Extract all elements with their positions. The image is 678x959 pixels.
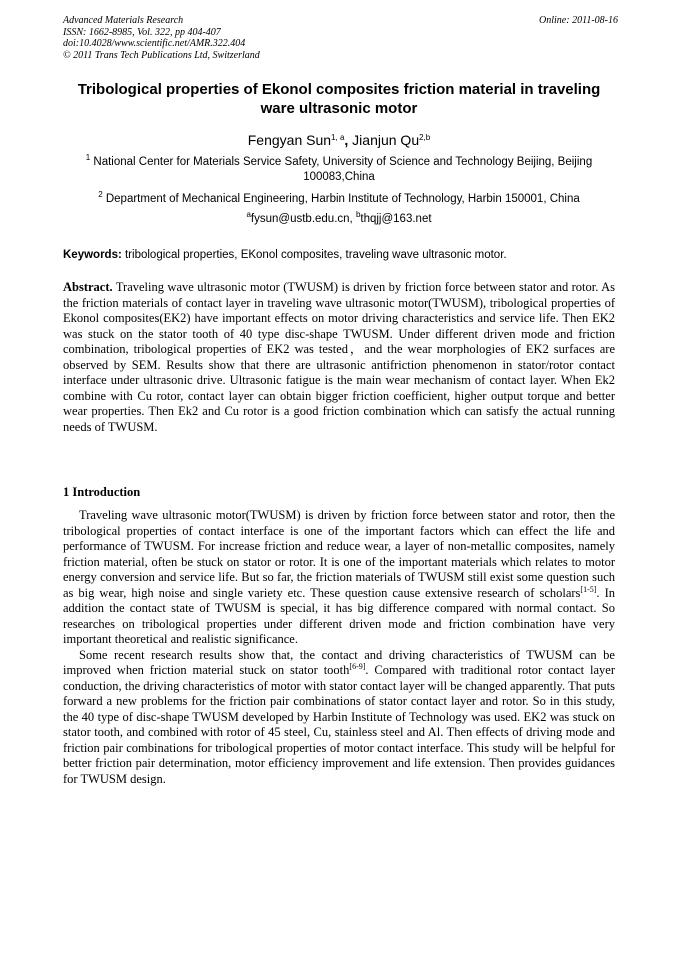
- keywords: [63, 248, 615, 263]
- introduction-paragraph-1: [63, 508, 615, 648]
- email-b: thqjj@163.net: [360, 213, 432, 225]
- affiliation-1-text: National Center for Materials Service Safety, University of Science and Technology Beijing, Beijing 100083,China: [90, 156, 593, 183]
- author-emails: [63, 212, 615, 227]
- keywords-text: tribological properties, EKonol composites, traveling wave ultrasonic motor.: [121, 249, 507, 261]
- journal-header: [63, 15, 618, 61]
- citation-1-5: [1-5]: [580, 584, 597, 594]
- author-1-affiliation-mark: 1, a: [331, 133, 345, 142]
- affiliation-1-mark: 1: [85, 153, 91, 162]
- introduction-paragraph-2: [63, 648, 615, 788]
- journal-name: Advanced Materials Research: [63, 15, 184, 26]
- author-2-affiliation-mark: 2,b: [419, 133, 431, 142]
- affiliation-2-text: Department of Mechanical Engineering, Harbin Institute of Technology, Harbin 150001, China: [102, 193, 580, 205]
- introduction-body: [63, 508, 615, 787]
- paragraph-1-text-b: . In addition the contact state of TWUSM is special, it has big difference compared with normal contact. So researches on tribological properties under different driven mode and friction combination have very important theoretical and realistic significance.: [63, 585, 615, 646]
- affiliation-2: [63, 192, 615, 207]
- author-2-name: Jianjun Qu: [352, 132, 420, 148]
- citation-6-9: [6-9]: [349, 662, 366, 671]
- journal-doi: doi:10.4028/www.scientific.net/AMR.322.404: [63, 38, 246, 49]
- email-a: fysun@ustb.edu.cn,: [250, 213, 356, 225]
- affiliation-1: [63, 155, 615, 185]
- keywords-label: Keywords:: [63, 249, 122, 261]
- author-separator: ,: [344, 132, 353, 148]
- abstract-text: Traveling wave ultrasonic motor (TWUSM) is driven by friction force between stator and rotor. As the friction materials of contact layer in traveling wave ultrasonic motor(TWUSM), tribological properties of Ekonol composites(EK2) have important effects on motor driving characteristics and service life. Then EK2 was stuck on the stator tooth of 40 type disc-shape TWUSM. Under different driven mode and friction combination, tribological properties of EK2 was tested，and the wear morphologies of EK2 surfaces are observed by SEM. Results show that there are ultrasonic antifriction phenomenon in stator/rotor contact interface under ultrasonic drive. Ultrasonic fatigue is the main wear mechanism of contact layer. When Ek2 combine with Cu rotor, contact layer can obtain bigger friction coefficient, higher output torque and better wear properties. Then Ek2 and Cu rotor is a good friction combination which can satisfy the actual running needs of TWUSM.: [63, 280, 615, 434]
- email-a-mark: a: [246, 210, 251, 219]
- author-1-name: Fengyan Sun: [247, 132, 332, 148]
- paragraph-2-text-a: Some recent research results show that, the contact and driving characteristics of TWUSM can be improved when friction material stuck on stator tooth: [63, 647, 615, 677]
- online-date: Online: 2011-08-16: [539, 15, 618, 26]
- abstract-label: Abstract.: [63, 280, 113, 294]
- journal-issn: ISSN: 1662-8985, Vol. 322, pp 404-407: [63, 26, 221, 38]
- paper-title: Tribological properties of Ekonol composites friction material in traveling ware ultrasonic motor: [77, 81, 601, 117]
- section-heading-introduction: 1 Introduction: [63, 485, 141, 499]
- author-line: [63, 131, 615, 149]
- abstract: [63, 280, 615, 435]
- affiliation-2-mark: 2: [98, 190, 103, 199]
- journal-copyright: © 2011 Trans Tech Publications Ltd, Switzerland: [63, 49, 260, 61]
- paragraph-1-text-a: Traveling wave ultrasonic motor(TWUSM) is driven by friction force between stator and rotor, then the tribological properties of contact interface is one of the important factors which can effect the life and performance of TWUSM. For increase friction and reduce wear, a layer of non-metallic composites, namely friction material, often be stuck on stator or rotor. It is one of the important materials which relates to motor energy conversion and service life. But so far, the friction materials of TWUSM still exist some question such as big wear, high noise and single variety etc. These question cause extensive research of scholars: [63, 508, 615, 600]
- email-b-mark: b: [355, 210, 361, 219]
- paragraph-2-text-b: . Compared with traditional rotor contact layer conduction, the driving characteristics of motor with stator contact layer will be changed apparently. That puts forward a new problems for the friction pair combinations of stator contact layer and rotor. So in this study, the 40 type of disc-shape TWUSM developed by Harbin Institute of Technology was used. EK2 was stuck on stator tooth, and combined with rotor of 45 steel, Cu, stainless steel and Al. Then effects of driving mode and friction pair combinations for tribological properties of motor contact interface. This study will be helpful for better friction pair determination, motor efficiency improvement and life extension. Then provides guidances for TWUSM design.: [63, 663, 615, 786]
